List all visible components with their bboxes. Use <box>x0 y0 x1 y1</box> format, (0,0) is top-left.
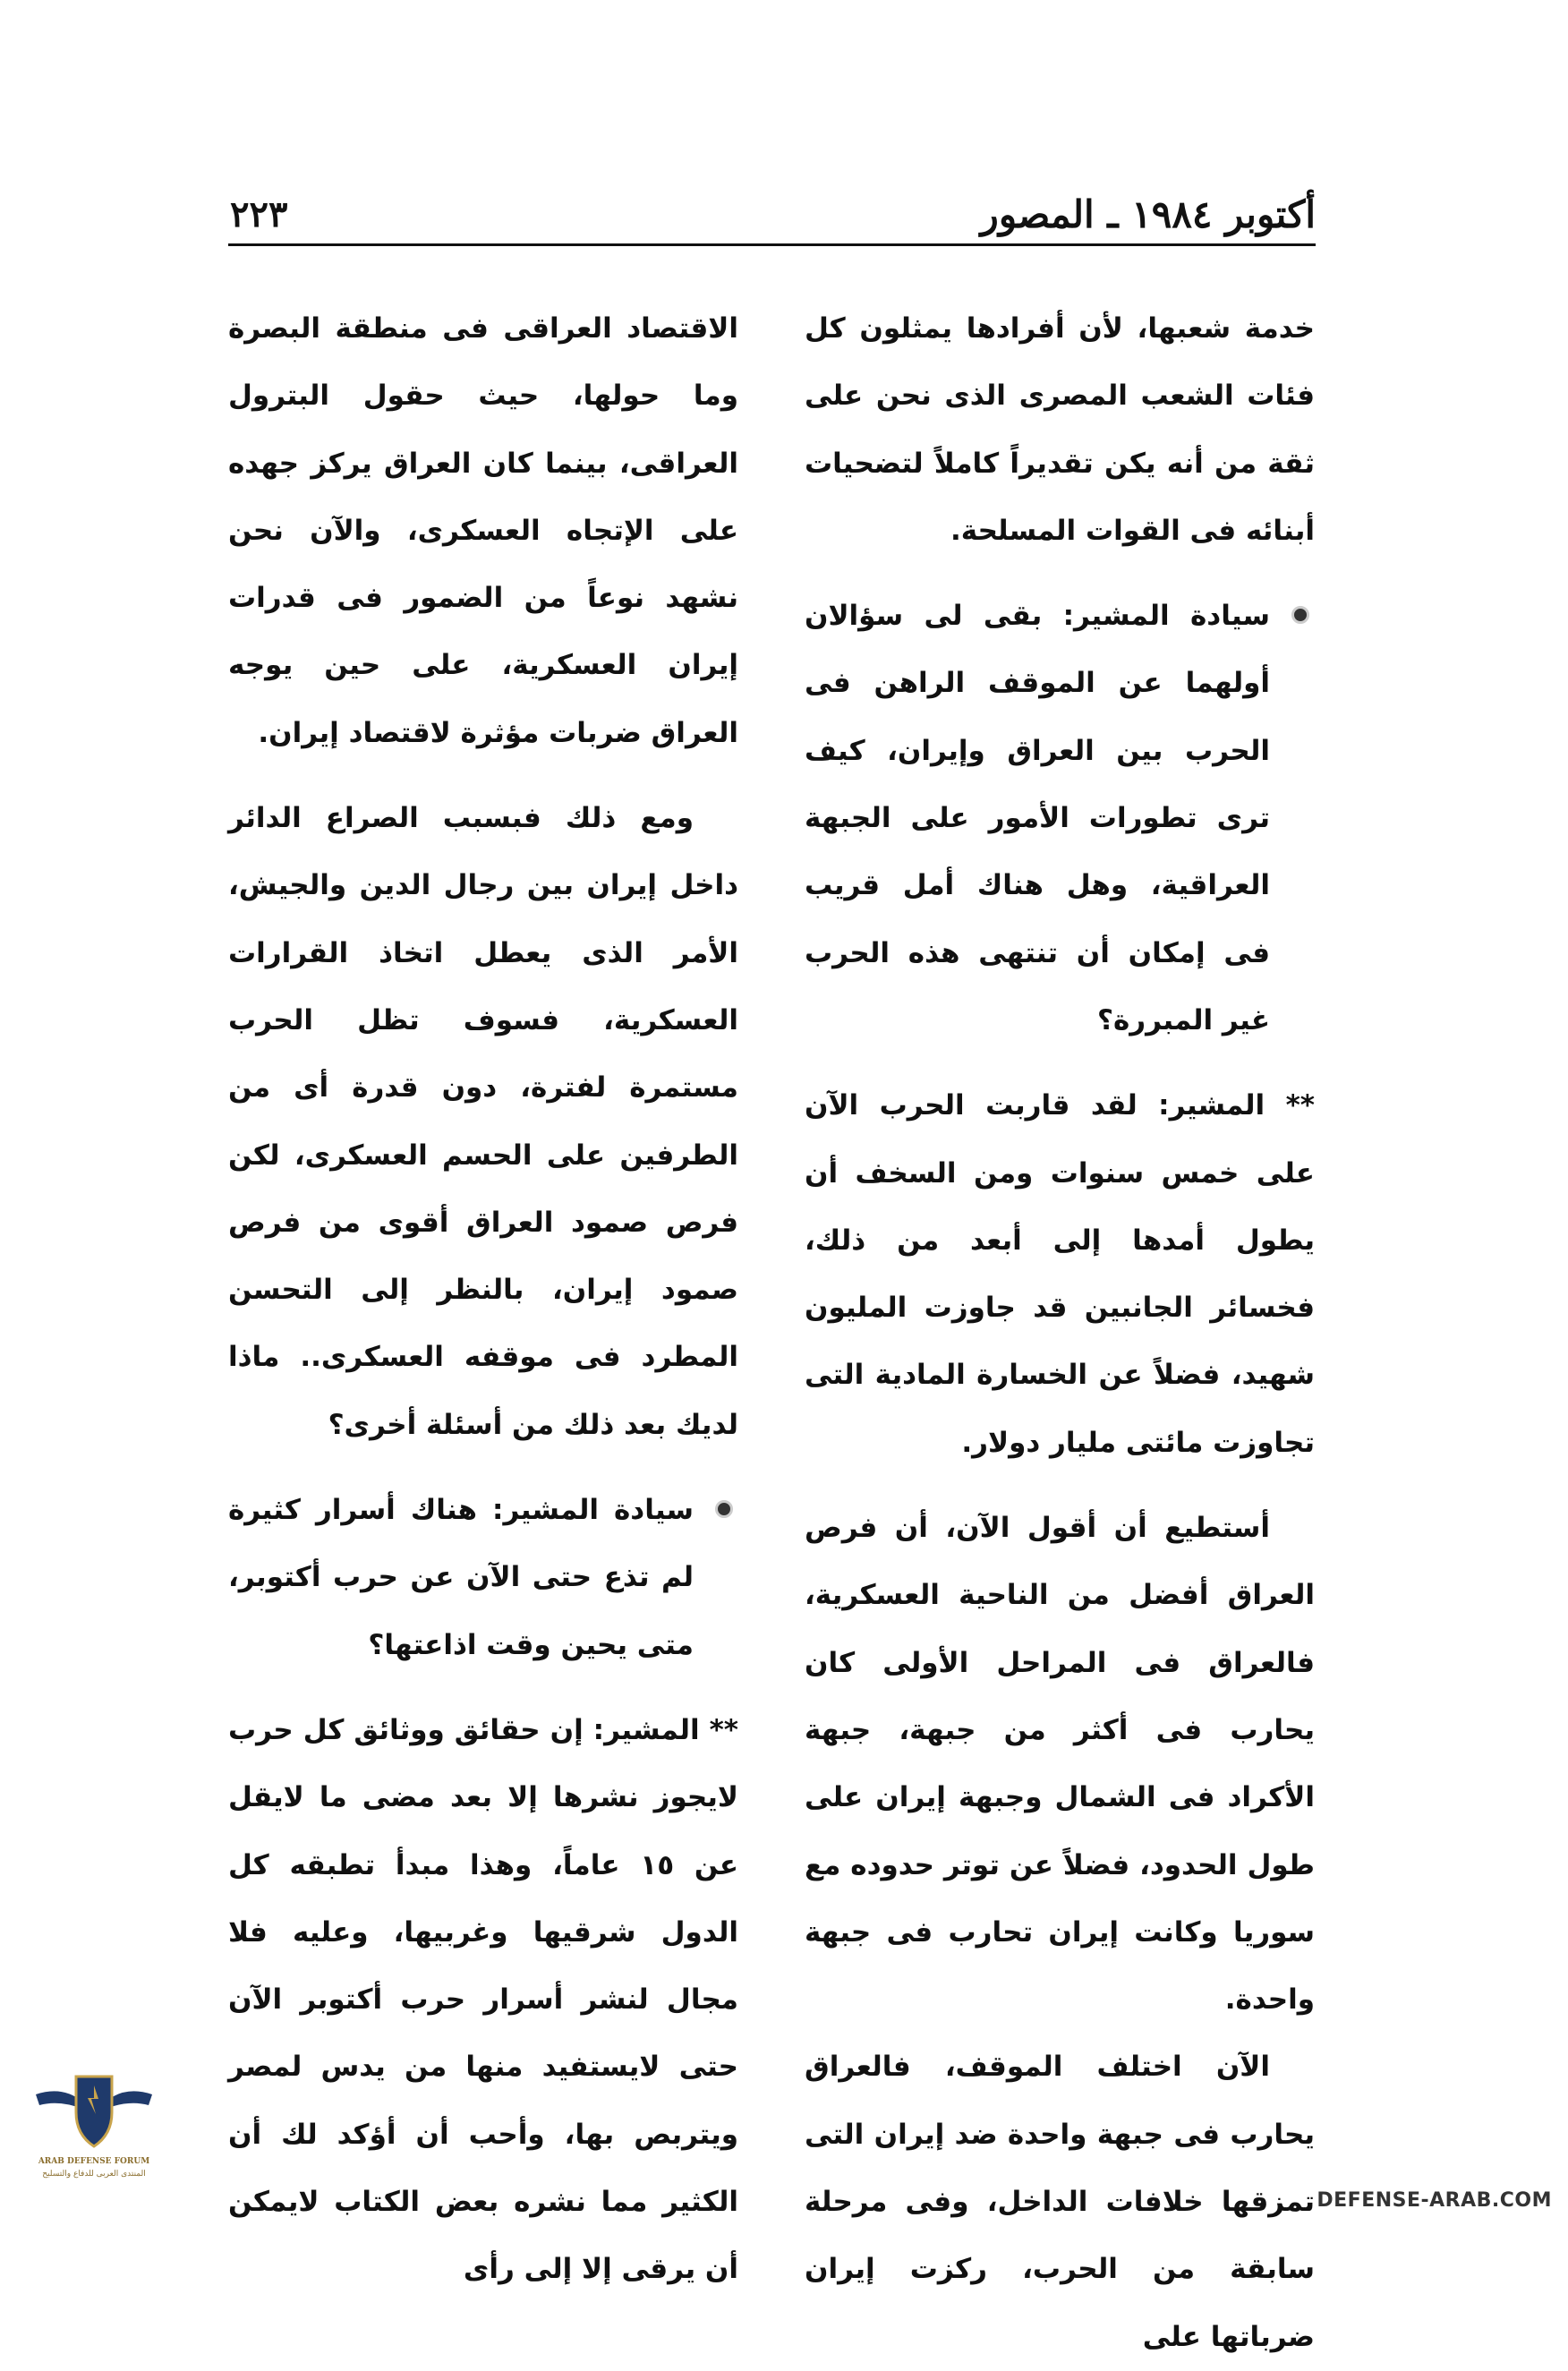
paragraph: الآن اختلف الموقف، فالعراق يحارب فى جبهة واحدة ضد إيران التى تمزقها خلافات الداخل، وفى مرحلة سابقة من الحرب، ركزت إيران ضرباتها على <box>805 2051 1315 2353</box>
answer-paragraph: ** المشير: إن حقائق ووثائق كل حرب لايجوز نشرها إلا بعد مضى ما لايقل عن ١٥ عاماً، وهذا مبدأ تطبقه كل الدول شرقيها وغربيها، وعليه فلا مجال لنشر أسرار حرب أكتوبر الآن حتى لايستفيد منها من يدس لمصر ويتربص بها، وأحب أن أؤكد لك أن الكثير مما نشره بعض الكتاب لايمكن أن يرقى إلا إلى رأى <box>228 1713 738 2286</box>
logo-text-en: ARAB DEFENSE FORUM <box>38 2157 150 2166</box>
watermark-site-url: DEFENSE-ARAB.COM <box>1317 2189 1552 2212</box>
paragraph: ومع ذلك فبسبب الصراع الدائر داخل إيران بين رجال الدين والجيش، الأمر الذى يعطل اتخاذ القرارات العسكرية، فسوف تظل الحرب مستمرة لفترة، دون قدرة أى من الطرفين على الحسم العسكرى، لكن فرص صمود العراق أقوى من فرص صمود إيران، بالنظر إلى التحسن المطرد فى موقفه العسكرى.. ماذا لديك بعد ذلك من أسئلة أخرى؟ <box>228 802 738 1441</box>
shield-wings-icon <box>27 2059 161 2157</box>
page-number: ٢٢٣ <box>230 193 288 235</box>
paragraph: أستطيع أن أقول الآن، أن فرص العراق أفضل من الناحية العسكرية، فالعراق فى المراحل الأولى كان يحارب فى أكثر من جبهة، جبهة الأكراد فى الشمال وجبهة إيران على طول الحدود، فضلاً عن توتر حدوده مع سوريا وكانت إيران تحارب فى جبهة واحدة. <box>805 1512 1315 2017</box>
question-bullet-icon <box>715 1500 733 1518</box>
page-header <box>228 188 1316 246</box>
question-bullet-icon <box>1291 606 1309 624</box>
question-paragraph <box>228 1477 738 1679</box>
right-text-column <box>805 295 1315 2353</box>
question-text: سيادة المشير: بقى لى سؤالان أولهما عن الموقف الراهن فى الحرب بين العراق وإيران، كيف ترى تطورات الأمور على الجبهة العراقية، وهل هناك أمل قريب فى إمكان أن تنتهى هذه الحرب غير المبررة؟ <box>805 600 1270 1036</box>
answer-paragraph: ** المشير: لقد قاربت الحرب الآن على خمس سنوات ومن السخف أن يطول أمدها إلى أبعد من ذلك، فخسائر الجانبين قد جاوزت المليون شهيد، فضلاً عن الخسارة المادية التى تجاوزت مائتى مليار دولار. <box>805 1089 1315 1459</box>
question-text: سيادة المشير: هناك أسرار كثيرة لم تذع حتى الآن عن حرب أكتوبر، متى يحين وقت اذاعتها؟ <box>228 1494 694 1661</box>
left-text-column <box>228 295 738 2336</box>
paragraph-answer-continued: خدمة شعبها، لأن أفرادها يمثلون كل فئات الشعب المصرى الذى نحن على ثقة من أنه يكن تقديراً كاملاً لتضحيات أبنائه فى القوات المسلحة. <box>805 312 1315 547</box>
question-paragraph <box>805 583 1315 1054</box>
running-title: أكتوبر ١٩٨٤ ـ المصور <box>980 192 1316 236</box>
logo-text-ar: المنتدى العربى للدفاع والتسليح <box>42 2170 146 2179</box>
paragraph: الاقتصاد العراقى فى منطقة البصرة وما حولها، حيث حقول البترول العراقى، بينما كان العراق يركز جهده على الإتجاه العسكرى، والآن نحن نشهد نوعاً من الضمور فى قدرات إيران العسكرية، على حين يوجه العراق ضربات مؤثرة لاقتصاد إيران. <box>228 312 738 749</box>
forum-logo <box>27 2059 161 2202</box>
